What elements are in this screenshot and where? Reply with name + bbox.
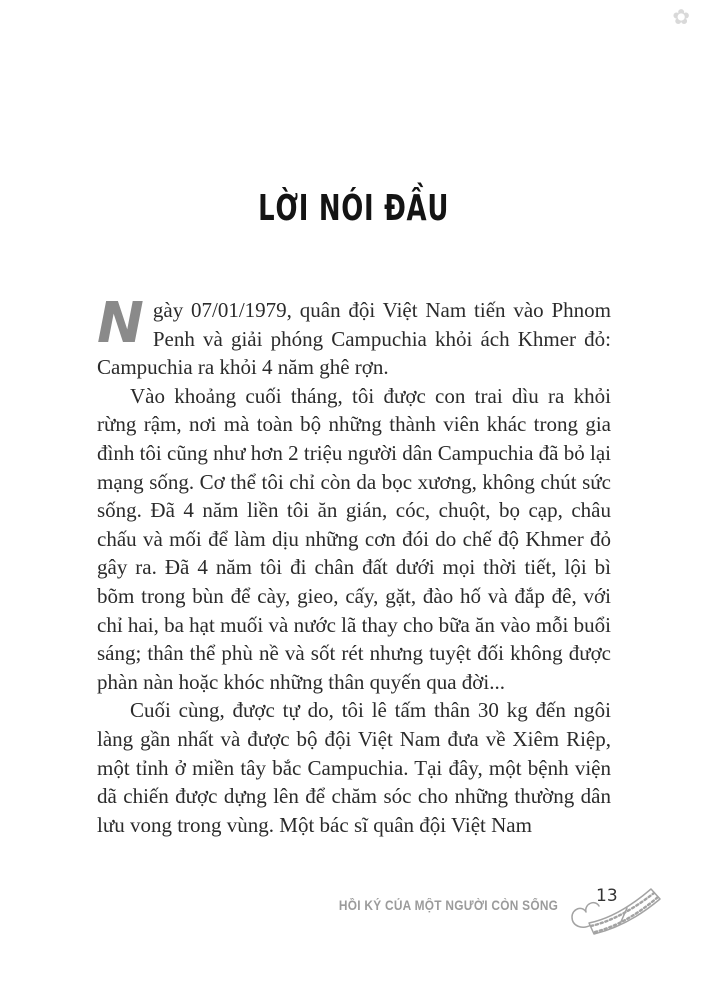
chapter-title-wrap: [0, 188, 708, 229]
film-strip-icon: [564, 882, 664, 940]
paragraph: Ngày 07/01/1979, quân đội Việt Nam tiến vào Phnom Penh và giải phóng Campuchia khỏi ách Khmer đỏ: Campuchia ra khỏi 4 năm ghê rợn.: [97, 291, 611, 380]
page-footer: [309, 882, 664, 940]
flower-ornament-icon: ✿: [672, 5, 690, 29]
body-text: [97, 291, 611, 839]
chapter-title: LỜI NÓI ĐẦU: [258, 188, 450, 229]
page-number: 13: [596, 886, 618, 906]
running-title: HỒI KÝ CỦA MỘT NGƯỜI CÒN SỐNG: [338, 898, 558, 913]
dropcap-letter: N: [97, 291, 144, 356]
paragraph: Vào khoảng cuối tháng, tôi được con trai dìu ra khỏi rừng rậm, nơi mà toàn bộ những thành viên khác trong gia đình tôi cũng như hơn 2 triệu người dân Campuchia đã bỏ lại mạng sống. Cơ thể tôi chỉ còn da bọc xương, không chút sức sống. Đã 4 năm liền tôi ăn gián, cóc, chuột, bọ cạp, châu chấu và mối để làm dịu những cơn đói do chế độ Khmer đỏ gây ra. Đã 4 năm tôi đi chân đất dưới mọi thời tiết, lội bì bõm trong bùn để cày, gieo, cấy, gặt, đào hố và đắp đê, với chỉ hai, ba hạt muối và nước lã thay cho bữa ăn vào mỗi buổi sáng; thân thể phù nề và sốt rét nhưng tuyệt đối không được phàn nàn hoặc khóc những thân quyến qua đời...: [97, 383, 611, 694]
paragraph: Cuối cùng, được tự do, tôi lê tấm thân 30 kg đến ngôi làng gần nhất và được bộ đội Việt Nam đưa về Xiêm Riệp, một tỉnh ở miền tây bắc Campuchia. Tại đây, một bệnh viện dã chiến được dựng lên để chăm sóc cho những thường dân lưu vong trong vùng. Một bác sĩ quân đội Việt Nam: [97, 698, 611, 837]
